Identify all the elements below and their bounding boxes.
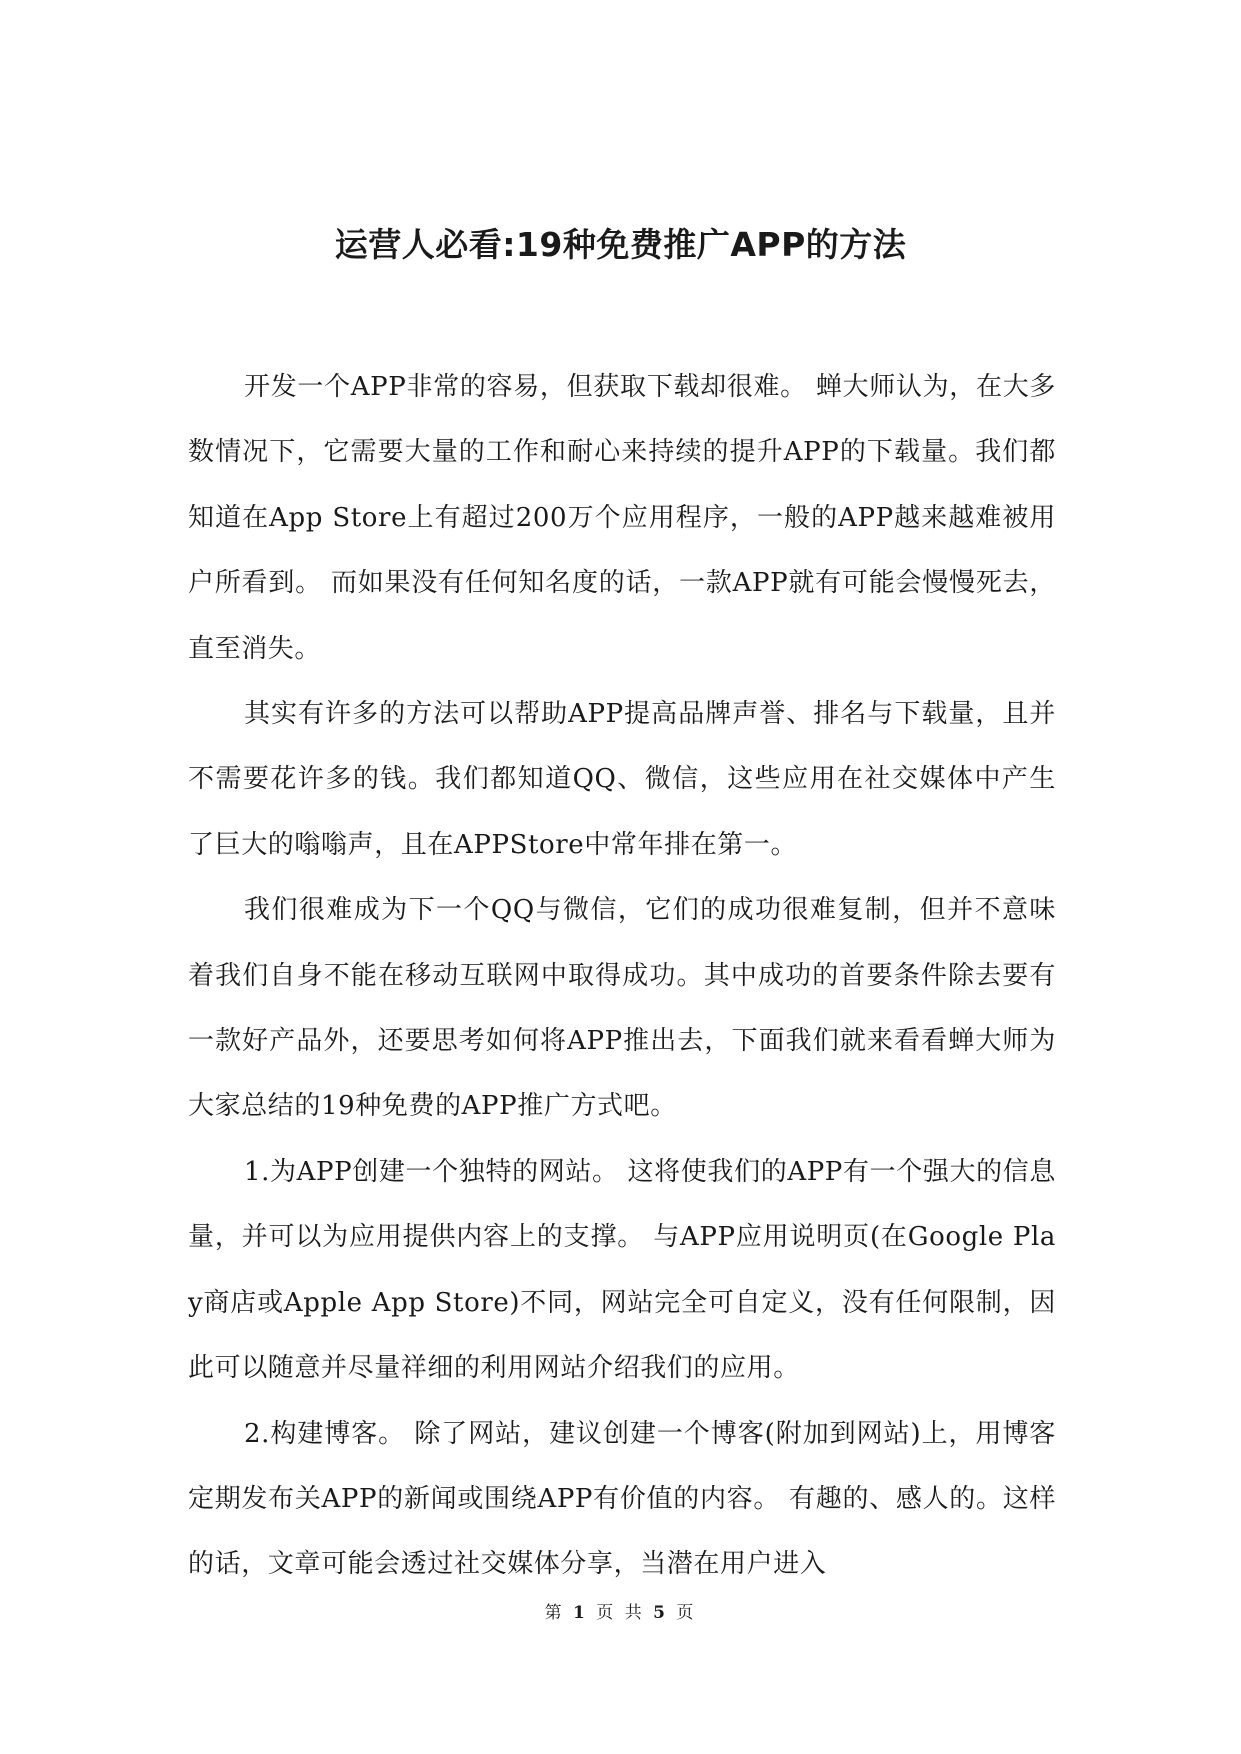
document-title: 运营人必看:19种免费推广APP的方法: [334, 225, 907, 264]
paragraph-item-1-website: 1.为APP创建一个独特的网站。 这将使我们的APP有一个强大的信息量，并可以为应用提供内容上的支撑。 与APP应用说明页(在Google Play商店或Apple App Store)不同，网站完全可自定义，没有任何限制，因此可以随意并尽量祥细的利用网站介绍我们的应用。: [188, 1156, 1056, 1384]
footer-middle: 页 共: [596, 1603, 645, 1623]
paragraph-intro: 开发一个APP非常的容易，但获取下载却很难。 蝉大师认为，在大多数情况下，它需要大量的工作和耐心来持续的提升APP的下载量。我们都知道在App Store上有超过200万个应用程序，一般的APP越来越难被用户所看到。 而如果没有任何知名度的话，一款APP就有可能会慢慢死去，直至消失。: [188, 372, 1056, 664]
page-footer: [0, 1601, 1241, 1625]
footer-prefix: 第: [544, 1603, 565, 1623]
current-page-number: 1: [573, 1603, 588, 1623]
paragraph-success: 我们很难成为下一个QQ与微信，它们的成功很难复制，但并不意味着我们自身不能在移动互联网中取得成功。其中成功的首要条件除去要有一款好产品外，还要思考如何将APP推出去，下面我们就来看看蝉大师为大家总结的19种免费的APP推广方式吧。: [188, 895, 1056, 1122]
paragraph-methods: 其实有许多的方法可以帮助APP提高品牌声誉、排名与下载量，且并不需要花许多的钱。我们都知道QQ、微信，这些应用在社交媒体中产生了巨大的嗡嗡声，且在APPStore中常年排在第一。: [188, 699, 1056, 860]
paragraph-item-2-blog: 2.构建博客。 除了网站，建议创建一个博客(附加到网站)上，用博客定期发布关APP的新闻或围绕APP有价值的内容。 有趣的、感人的。这样的话，文章可能会透过社交媒体分享，当潜在用户进入: [188, 1418, 1056, 1580]
total-pages-number: 5: [653, 1603, 668, 1623]
document-body: [188, 355, 1056, 1598]
footer-suffix: 页: [676, 1603, 697, 1623]
